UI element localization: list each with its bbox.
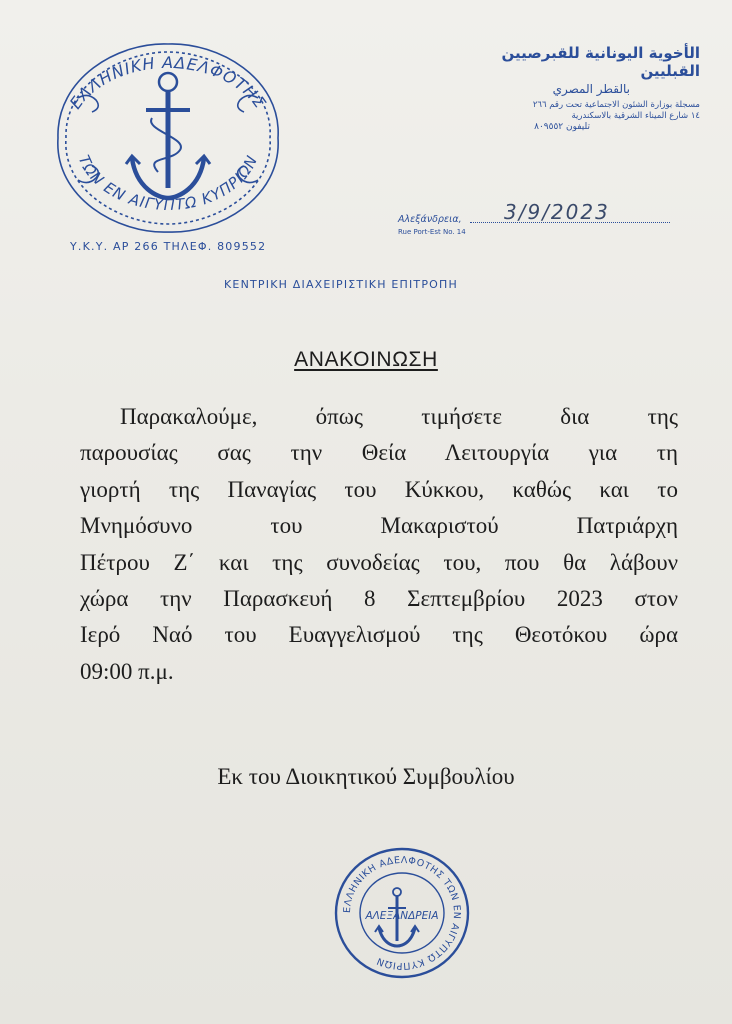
notice-line: γιορτή της Παναγίας του Κύκκου, καθώς και το <box>80 476 678 502</box>
notice-title <box>0 348 732 372</box>
brotherhood-logo <box>48 38 288 238</box>
arabic-line-4: ١٤ شارع الميناء الشرقية بالاسكندرية <box>571 111 700 121</box>
registration-phone-line: Υ.Κ.Υ. ΑΡ 266 ΤΗΛΕΦ. 809552 <box>70 240 267 253</box>
date-address: Rue Port-Est No. 14 <box>398 228 466 236</box>
signature-line: Εκ του Διοικητικού Συμβουλίου <box>217 764 515 789</box>
notice-line: Παρακαλούμε, όπως τιμήσετε δια της <box>120 404 678 429</box>
anchor-emblem-icon <box>48 38 288 238</box>
notice-body <box>80 399 678 690</box>
notice-title-text: ΑΝΑΚΟΙΝΩΣΗ <box>294 348 438 371</box>
notice-line: Ιερό Ναό του Ευαγγελισμού της Θεοτόκου ώρα <box>80 622 678 648</box>
stamp-center-text: ΑΛΕΞΑΝΔΡΕΙΑ <box>365 910 439 922</box>
stamp-anchor-icon <box>333 846 471 980</box>
date-line <box>384 200 684 244</box>
date-place: Αλεξάνδρεια, <box>398 214 462 225</box>
arabic-letterhead <box>460 44 700 132</box>
arabic-line-3: مسجلة بوزارة الشئون الاجتماعية تحت رقم ٢٦٦ <box>532 100 700 110</box>
handwritten-date: 3/9/2023 <box>504 200 610 224</box>
stamp-ring-text: ΕΛΛΗΝΙΚΗ ΑΔΕΛΦΟΤΗΣ ΤΩΝ ΕΝ ΑΙΓΥΠΤΩ ΚΥΠΡΙΩΝ <box>341 854 463 972</box>
round-stamp <box>333 846 471 980</box>
notice-line: Μνημόσυνο του Μακαριστού Πατριάρχη <box>80 513 678 539</box>
arabic-line-2: بالقطر المصري <box>552 82 630 96</box>
notice-line: χώρα την Παρασκευή 8 Σεπτεμβρίου 2023 στον <box>80 586 678 612</box>
arabic-line-5: تليفون ٨٠٩٥٥٢ <box>534 122 590 132</box>
committee-heading: ΚΕΝΤΡΙΚΗ ΔΙΑΧΕΙΡΙΣΤΙΚΗ ΕΠΙΤΡΟΠΗ <box>224 278 458 291</box>
notice-line: Πέτρου Ζ΄ και της συνοδείας του, που θα λάβουν <box>80 549 678 575</box>
arabic-line-1: الأخوية اليونانية للقبرصيين القبليين <box>501 44 700 80</box>
logo-top-text: ΕΛΛΗΝΙΚΗ ΑΔΕΛΦΟΤΗΣ <box>65 53 271 113</box>
notice-line: παρουσίας σας την Θεία Λειτουργία για τη <box>80 440 678 466</box>
logo-bottom-text: ΤΩΝ ΕΝ ΑΙΓΥΠΤΩ ΚΥΠΡΙΩΝ <box>74 152 262 214</box>
notice-line: 09:00 π.μ. <box>80 658 174 684</box>
